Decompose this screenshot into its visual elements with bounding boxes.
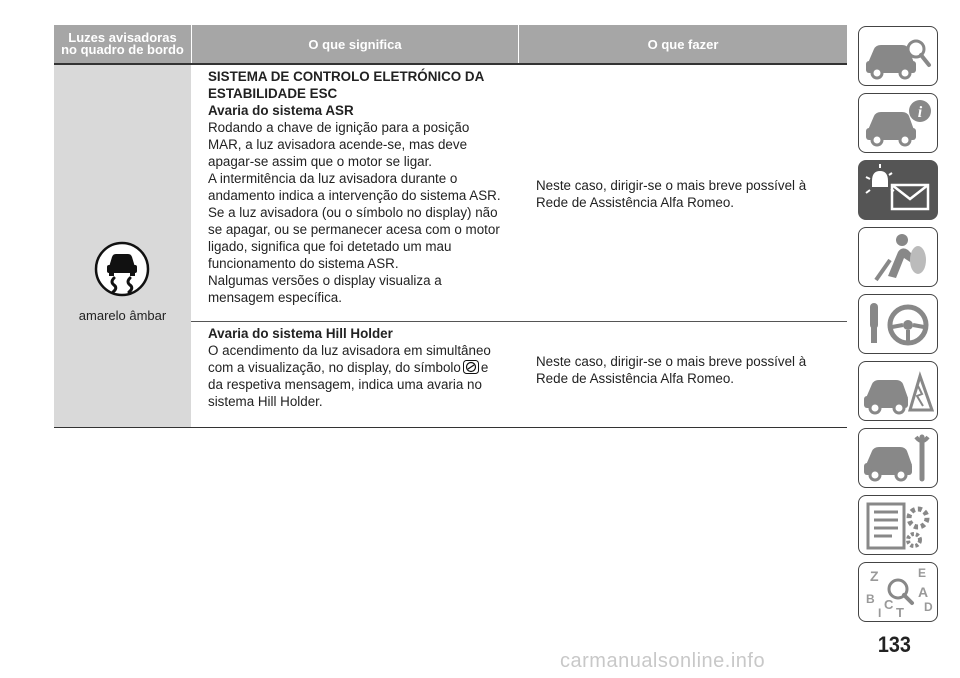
row1-title: SISTEMA DE CONTROLO ELETRÓNICO DA xyxy=(208,69,485,84)
car-wrench-icon xyxy=(862,431,934,485)
row2-line: O acendimento da luz avisadora em simultâneo xyxy=(208,343,491,358)
tab-maintenance[interactable] xyxy=(858,428,938,488)
indicator-column xyxy=(54,65,191,427)
svg-text:B: B xyxy=(866,592,875,606)
row1-line: se apagar, ou se permanecer acesa com o motor xyxy=(208,222,500,237)
row1-action-line: Neste caso, dirigir-se o mais breve possível à xyxy=(536,178,807,193)
svg-text:I: I xyxy=(878,606,882,619)
index-letters-icon xyxy=(862,565,934,619)
row2-action-line: Neste caso, dirigir-se o mais breve possível à xyxy=(536,354,807,369)
row1-line: Rodando a chave de ignição para a posição xyxy=(208,120,470,135)
watermark: carmanualsonline.info xyxy=(560,650,766,672)
tab-car-search[interactable] xyxy=(858,26,938,86)
indicator-color-label: amarelo âmbar xyxy=(78,308,167,323)
svg-text:D: D xyxy=(924,600,933,614)
row1-meaning xyxy=(208,68,526,306)
row1-line: Nalgumas versões o display visualiza a xyxy=(208,273,442,288)
svg-text:T: T xyxy=(896,605,904,619)
row2-line: da respetiva mensagem, indica uma avaria no xyxy=(208,377,482,392)
row1-line: MAR, a luz avisadora acende-se, mas deve xyxy=(208,137,468,152)
table-bottom-rule xyxy=(54,427,847,428)
page-number: 133 xyxy=(877,632,911,657)
header-warning-lights xyxy=(54,25,191,63)
table-header xyxy=(54,25,847,63)
svg-text:A: A xyxy=(918,584,929,600)
tab-emergency[interactable] xyxy=(858,361,938,421)
row1-action xyxy=(536,177,836,211)
row1-action-line: Rede de Assistência Alfa Romeo. xyxy=(536,195,734,210)
airbag-safety-icon xyxy=(862,230,934,284)
svg-text:C: C xyxy=(884,597,894,612)
row2-line xyxy=(208,359,526,376)
tab-starting-driving[interactable] xyxy=(858,294,938,354)
row2-line: sistema Hill Holder. xyxy=(208,394,323,409)
row1-line: mensagem específica. xyxy=(208,290,342,305)
row1-line: apagar-se assim que o motor se ligar. xyxy=(208,154,433,169)
warning-light-message-icon xyxy=(862,163,934,217)
tab-car-info[interactable] xyxy=(858,93,938,153)
tab-index[interactable] xyxy=(858,562,938,622)
row2-action-line: Rede de Assistência Alfa Romeo. xyxy=(536,371,734,386)
hill-holder-symbol-icon xyxy=(463,360,479,374)
row2-meaning xyxy=(208,325,526,410)
row2-subtitle: Avaria do sistema Hill Holder xyxy=(208,326,393,341)
esc-warning-light-icon xyxy=(94,241,150,297)
row1-line: A intermitência da luz avisadora durante o xyxy=(208,171,458,186)
car-crash-icon xyxy=(862,364,934,418)
svg-text:Z: Z xyxy=(870,568,879,584)
row1-line: funcionamento do sistema ASR. xyxy=(208,256,399,271)
row-divider xyxy=(191,321,847,322)
car-search-icon xyxy=(862,29,934,83)
header-action: O que fazer xyxy=(519,25,847,63)
row1-subtitle: Avaria do sistema ASR xyxy=(208,103,354,118)
row2-line-text: com a visualização, no display, do símbolo xyxy=(208,360,461,375)
car-info-icon xyxy=(862,96,934,150)
row2-action xyxy=(536,353,836,387)
specs-gear-icon xyxy=(862,498,934,552)
row1-line: ligado, significa que foi detetado um mau xyxy=(208,239,452,254)
header-line: no quadro de bordo xyxy=(61,42,184,57)
tab-safety[interactable] xyxy=(858,227,938,287)
tab-warning-lights[interactable] xyxy=(858,160,938,220)
row1-line: Se a luz avisadora (ou o símbolo no display) não xyxy=(208,205,498,220)
tab-technical-data[interactable] xyxy=(858,495,938,555)
row1-line: andamento indica a intervenção do sistema ASR. xyxy=(208,188,501,203)
key-steering-wheel-icon xyxy=(862,297,934,351)
header-line: Luzes avisadoras xyxy=(68,30,177,45)
row2-line-text: e xyxy=(480,360,489,375)
svg-text:E: E xyxy=(918,566,927,580)
row1-title: ESTABILIDADE ESC xyxy=(208,86,338,101)
svg-text:i: i xyxy=(917,104,923,121)
header-meaning: O que significa xyxy=(192,25,518,63)
